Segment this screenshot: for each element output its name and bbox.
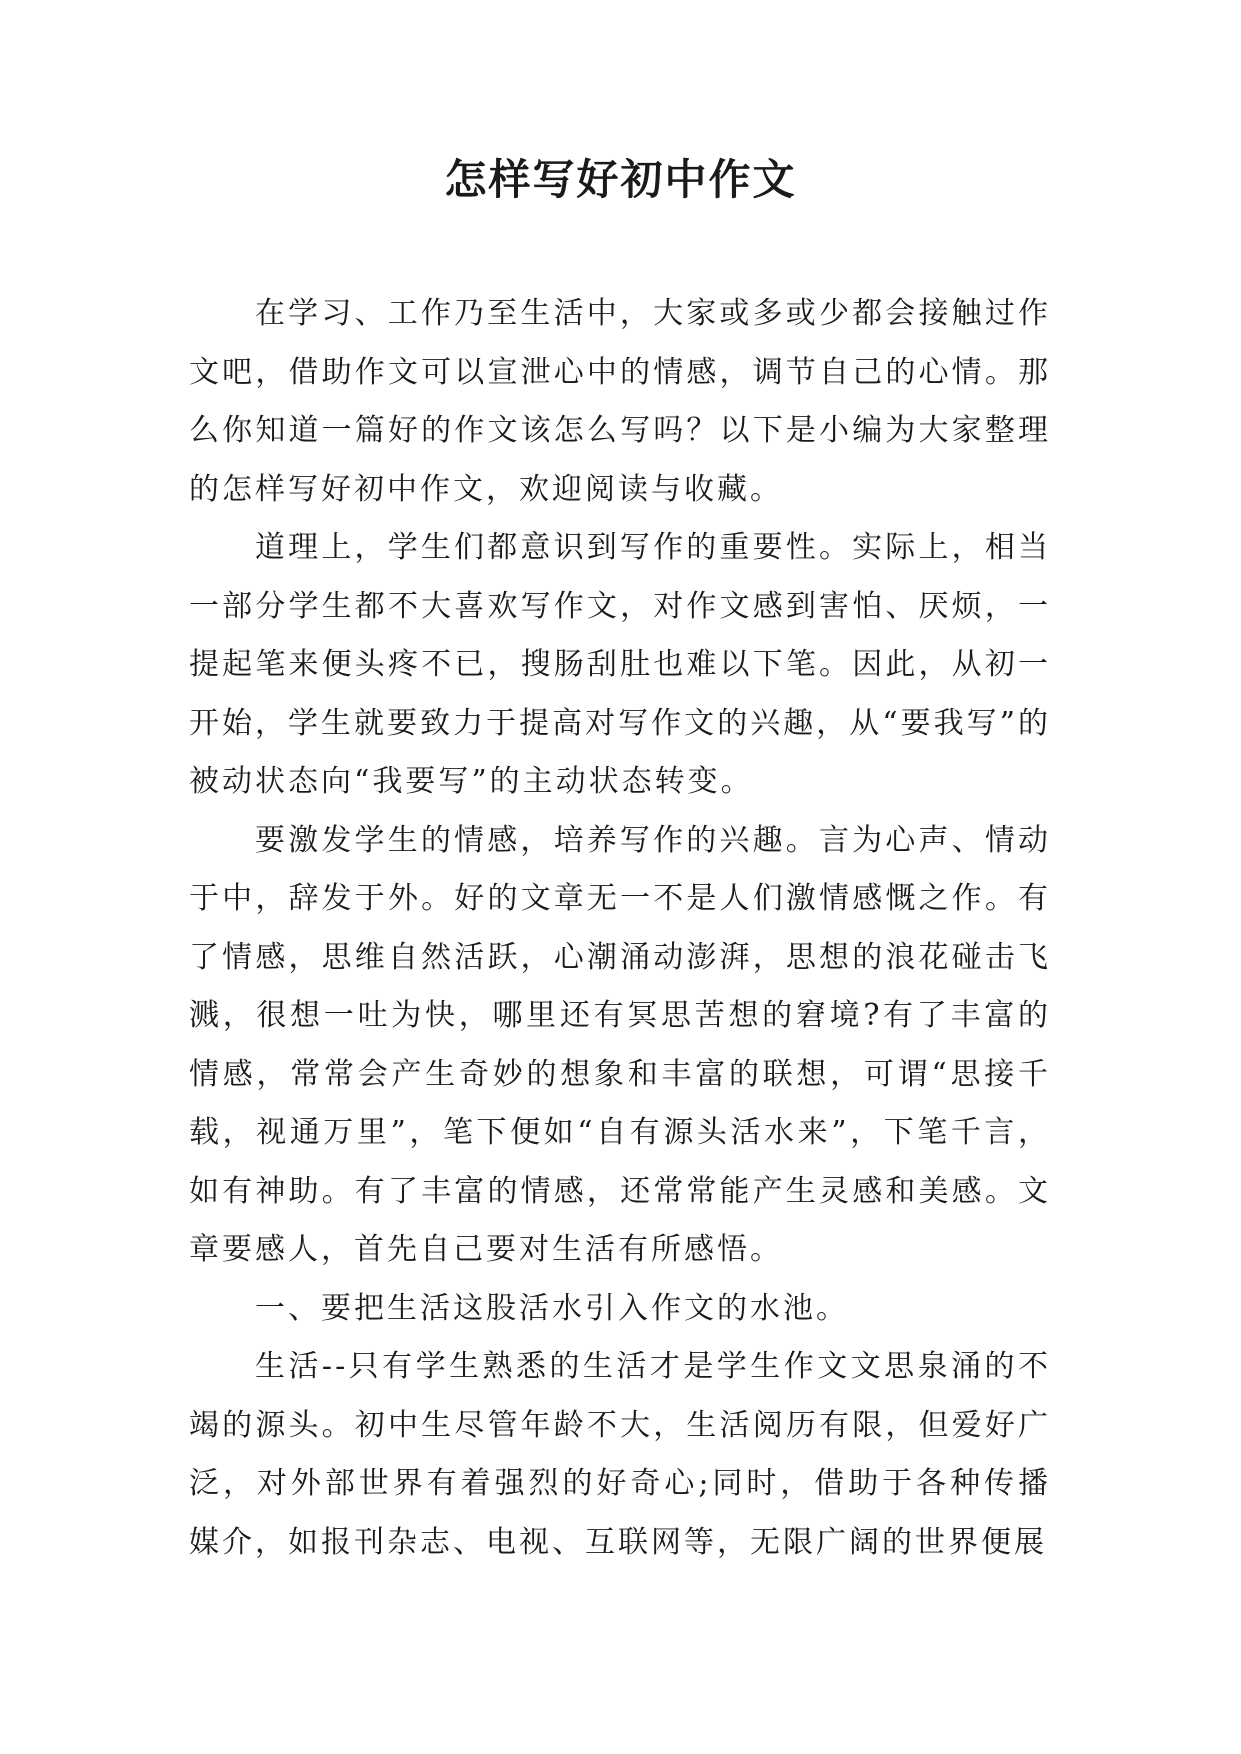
paragraph: 生活--只有学生熟悉的生活才是学生作文文思泉涌的不竭的源头。初中生尽管年龄不大，生活阅历有限，但爱好广泛，对外部世界有着强烈的好奇心;同时，借助于各种传播媒介，如报刊杂志、电视、互联网等，无限广阔的世界便展 xyxy=(189,1349,1051,1560)
paragraph: 在学习、工作乃至生活中，大家或多或少都会接触过作文吧，借助作文可以宣泄心中的情感，调节自己的心情。那么你知道一篇好的作文该怎么写吗？以下是小编为大家整理的怎样写好初中作文，欢迎阅读与收藏。 xyxy=(189,296,1051,507)
section-heading: 一、要把生活这股活水引入作文的水池。 xyxy=(255,1290,849,1326)
paragraph: 道理上，学生们都意识到写作的重要性。实际上，相当一部分学生都不大喜欢写作文，对作文感到害怕、厌烦，一提起笔来便头疼不已，搜肠刮肚也难以下笔。因此，从初一开始，学生就要致力于提高对写作文的兴趣，从“要我写”的被动状态向“我要写”的主动状态转变。 xyxy=(189,530,1051,799)
paragraph: 要激发学生的情感，培养写作的兴趣。言为心声、情动于中，辞发于外。好的文章无一不是人们激情感慨之作。有了情感，思维自然活跃，心潮涌动澎湃，思想的浪花碰击飞溅，很想一吐为快，哪里还有冥思苦想的窘境?有了丰富的情感，常常会产生奇妙的想象和丰富的联想，可谓“思接千载，视通万里”，笔下便如“自有源头活水来”，下笔千言，如有神助。有了丰富的情感，还常常能产生灵感和美感。文章要感人，首先自己要对生活有所感悟。 xyxy=(189,822,1051,1267)
document-title: 怎样写好初中作文 xyxy=(444,155,797,204)
document-body xyxy=(189,285,1051,1572)
